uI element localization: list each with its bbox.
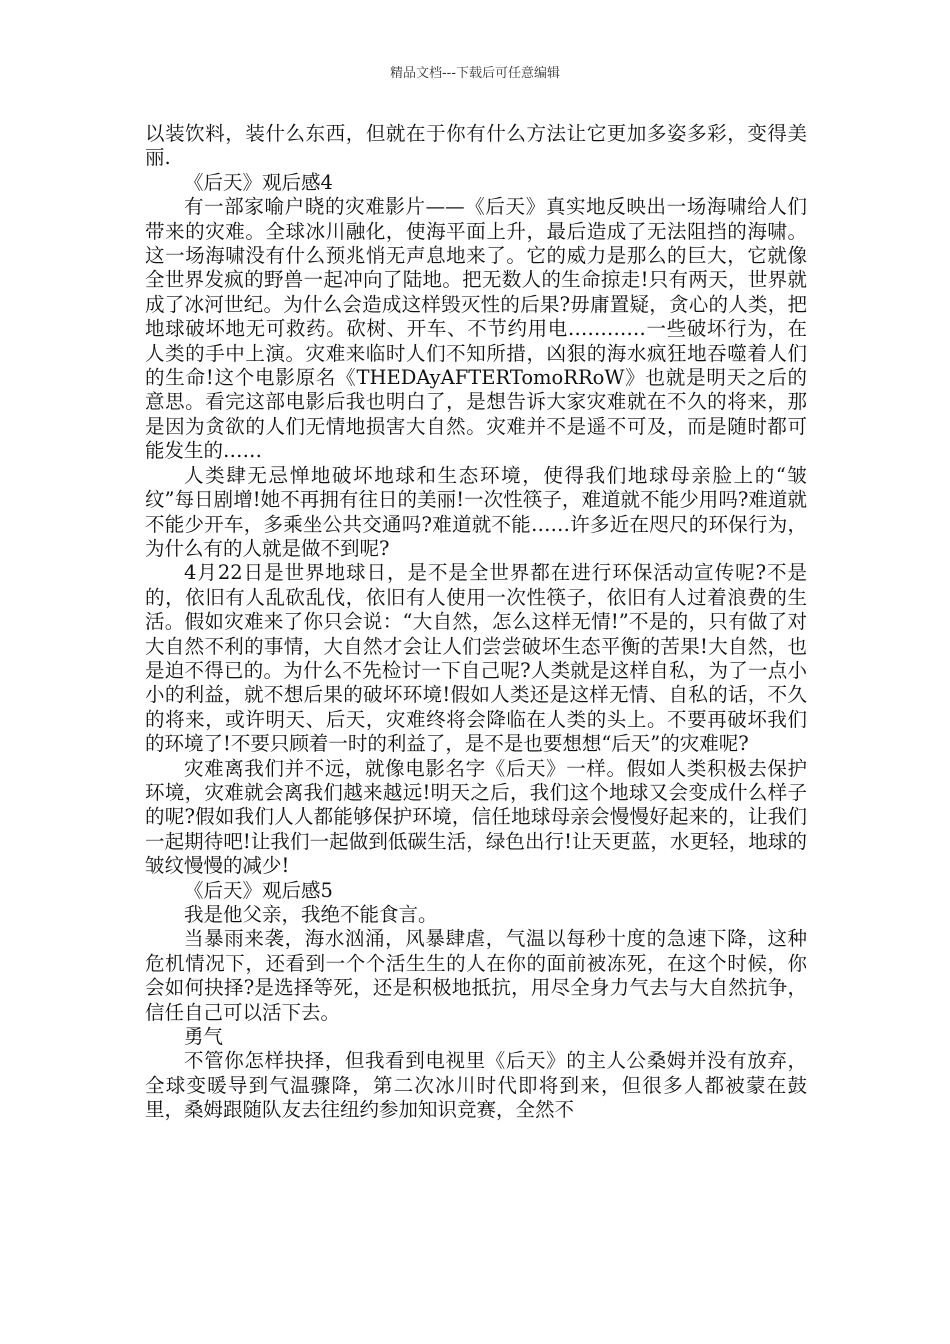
paragraph: 我是他父亲，我绝不能食言。 xyxy=(184,903,438,926)
paragraph: 人类肆无忌惮地破坏地球和生态环境，使得我们地球母亲脸上的“皱纹”每日剧增!她不再拥有往日的美丽!一次性筷子，难道就不能少用吗?难道就不能少开车，多乘坐公共交通吗?难道就不能……许多近在咫尺的环保行为，为什么有的人就是做不到呢? xyxy=(145,463,807,560)
document-body xyxy=(145,122,807,1123)
paragraph: 灾难离我们并不远，就像电影名字《后天》一样。假如人类积极去保护环境，灾难就会离我们越来越远!明天之后，我们这个地球又会变成什么样子的呢?假如我们人人都能够保护环境，信任地球母亲会慢慢好起来的，让我们一起期待吧!让我们一起做到低碳生活，绿色出行!让天更蓝，水更轻，地球的皱纹慢慢的减少! xyxy=(145,756,807,878)
paragraph: 有一部家喻户晓的灾难影片——《后天》真实地反映出一场海啸给人们带来的灾难。全球冰川融化，使海平面上升，最后造成了无法阻挡的海啸。这一场海啸没有什么预兆悄无声息地来了。它的威力是那么的巨大，它就像全世界发疯的野兽一起冲向了陆地。把无数人的生命掠走!只有两天，世界就成了冰河世纪。为什么会造成这样毁灭性的后果?毋庸置疑，贪心的人类，把地球破坏地无可救药。砍树、开车、不节约用电…………一些破坏行为，在人类的手中上演。灾难来临时人们不知所措，凶狠的海水疯狂地吞噬着人们的生命!这个电影原名《THEDAyAFTERTomoRRoW》也就是明天之后的意思。看完这部电影后我也明白了，是想告诉大家灾难就在不久的将来，那是因为贪欲的人们无情地损害大自然。灾难并不是遥不可及，而是随时都可能发生的…… xyxy=(145,195,807,463)
paragraph: 以装饮料，装什么东西，但就在于你有什么方法让它更加多姿多彩，变得美丽. xyxy=(145,122,807,170)
section-heading: 《后天》观后感5 xyxy=(184,878,333,902)
paragraph: 4月22日是世界地球日，是不是全世界都在进行环保活动宣传呢?不是的，依旧有人乱砍乱伐，依旧有人使用一次性筷子，依旧有人过着浪费的生活。假如灾难来了你只会说：“大自然，怎么这样无情!”不是的，只有做了对大自然不利的事情，大自然才会让人们尝尝破坏生态平衡的苦果!大自然，也是迫不得已的。为什么不先检讨一下自己呢?人类就是这样自私，为了一点小小的利益，就不想后果的破坏环境!假如人类还是这样无情、自私的话，不久的将来，或许明天、后天，灾难终将会降临在人类的头上。不要再破坏我们的环境了!不要只顾着一时的利益了，是不是也要想想“后天”的灾难呢? xyxy=(145,561,807,756)
paragraph: 当暴雨来袭，海水汹涌，风暴肆虐，气温以每秒十度的急速下降，这种危机情况下，还看到一个个活生生的人在你的面前被冻死，在这个时候，你会如何抉择?是选择等死，还是积极地抵抗，用尽全身力气去与大自然抗争，信任自己可以活下去。 xyxy=(145,927,807,1024)
section-heading: 《后天》观后感4 xyxy=(184,170,333,194)
paragraph: 勇气 xyxy=(184,1025,224,1049)
page-header: 精品文档---下载后可任意编辑 xyxy=(389,66,561,81)
paragraph: 不管你怎样抉择，但我看到电视里《后天》的主人公桑姆并没有放弃，全球变暖导到气温骤降，第二次冰川时代即将到来，但很多人都被蒙在鼓里，桑姆跟随队友去往纽约参加知识竞赛，全然不 xyxy=(145,1049,807,1122)
